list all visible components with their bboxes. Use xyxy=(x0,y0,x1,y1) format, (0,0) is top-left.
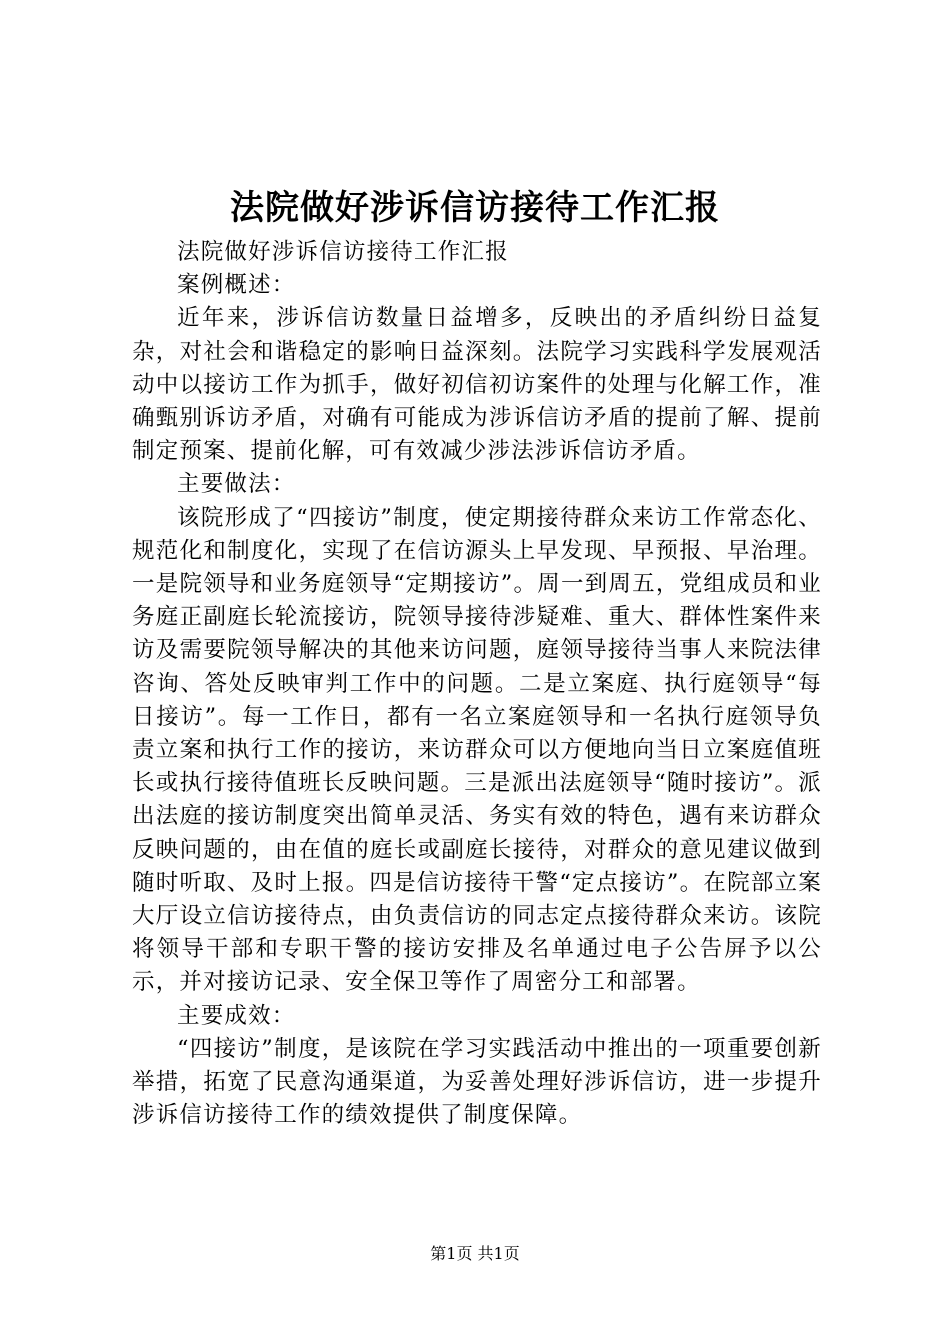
section-heading-results: 主要成效： xyxy=(177,1002,296,1029)
section-heading-practices: 主要做法： xyxy=(177,471,296,498)
document-subtitle: 法院做好涉诉信访接待工作汇报 xyxy=(177,239,509,265)
document-title: 法院做好涉诉信访接待工作汇报 xyxy=(230,188,720,228)
section-body-overview: 近年来，涉诉信访数量日益增多，反映出的矛盾纠纷日益复杂，对社会和谐稳定的影响日益深刻。法院学习实践科学发展观活动中以接访工作为抓手，做好初信初访案件的处理与化解工作，准确甄别诉访矛盾，对确有可能成为涉诉信访矛盾的提前了解、提前制定预案、提前化解，可有效减少涉法涉诉信访矛盾。 xyxy=(132,305,822,465)
document-body xyxy=(132,236,822,1132)
section-body-results: “四接访”制度，是该院在学习实践活动中推出的一项重要创新举措，拓宽了民意沟通渠道，为妥善处理好涉诉信访，进一步提升涉诉信访接待工作的绩效提供了制度保障。 xyxy=(132,1035,822,1129)
section-body-practices: 该院形成了“四接访”制度，使定期接待群众来访工作常态化、规范化和制度化，实现了在信访源头上早发现、早预报、早治理。一是院领导和业务庭领导“定期接访”。周一到周五，党组成员和业务庭正副庭长轮流接访，院领导接待涉疑难、重大、群体性案件来访及需要院领导解决的其他来访问题，庭领导接待当事人来院法律咨询、答处反映审判工作中的问题。二是立案庭、执行庭领导“每日接访”。每一工作日，都有一名立案庭领导和一名执行庭领导负责立案和执行工作的接访，来访群众可以方便地向当日立案庭值班长或执行接待值班长反映问题。三是派出法庭领导“随时接访”。派出法庭的接访制度突出简单灵活、务实有效的特色，遇有来访群众反映问题的，由在值的庭长或副庭长接待，对群众的意见建议做到随时听取、及时上报。四是信访接待干警“定点接访”。在院部立案大厅设立信访接待点，由负责信访的同志定点接待群众来访。该院将领导干部和专职干警的接访安排及名单通过电子公告屏予以公示，并对接访记录、安全保卫等作了周密分工和部署。 xyxy=(132,504,822,996)
page-footer: 第1页 共1页 xyxy=(430,1244,520,1263)
section-heading-overview: 案例概述： xyxy=(177,272,296,299)
